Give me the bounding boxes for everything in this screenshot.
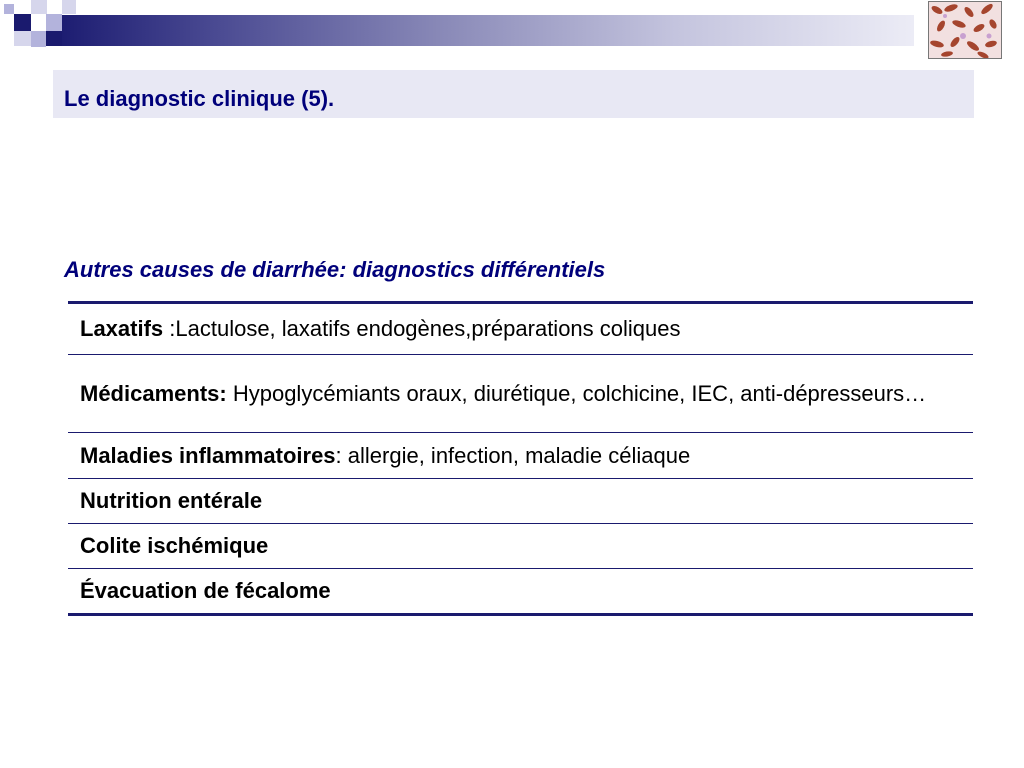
row-label: Laxatifs [80,316,164,341]
table-row [68,433,973,479]
differential-diagnosis-table [68,301,973,616]
row-label: Colite ischémique [80,533,269,558]
table-row [68,569,973,613]
table-row [68,355,973,433]
microscopy-image-thumbnail [928,1,1002,59]
table-row [68,524,973,569]
row-text: : allergie, infection, maladie céliaque [335,442,691,468]
row-label: Évacuation de fécalome [80,578,331,603]
slide-title: Le diagnostic clinique (5). [64,86,335,111]
table-row [68,479,973,524]
row-label: Maladies inflammatoires [80,442,336,468]
row-label: Nutrition entérale [80,488,263,513]
header-gradient-bar [62,15,914,46]
row-text: :Lactulose, laxatifs endogènes,préparations coliques [163,316,681,341]
row-label: Médicaments: [80,380,227,406]
slide-subtitle: Autres causes de diarrhée: diagnostics différentiels [64,257,606,282]
table-row [68,304,973,355]
row-text: Hypoglycémiants oraux, diurétique, colchicine, IEC, anti-dépresseurs… [226,380,927,406]
